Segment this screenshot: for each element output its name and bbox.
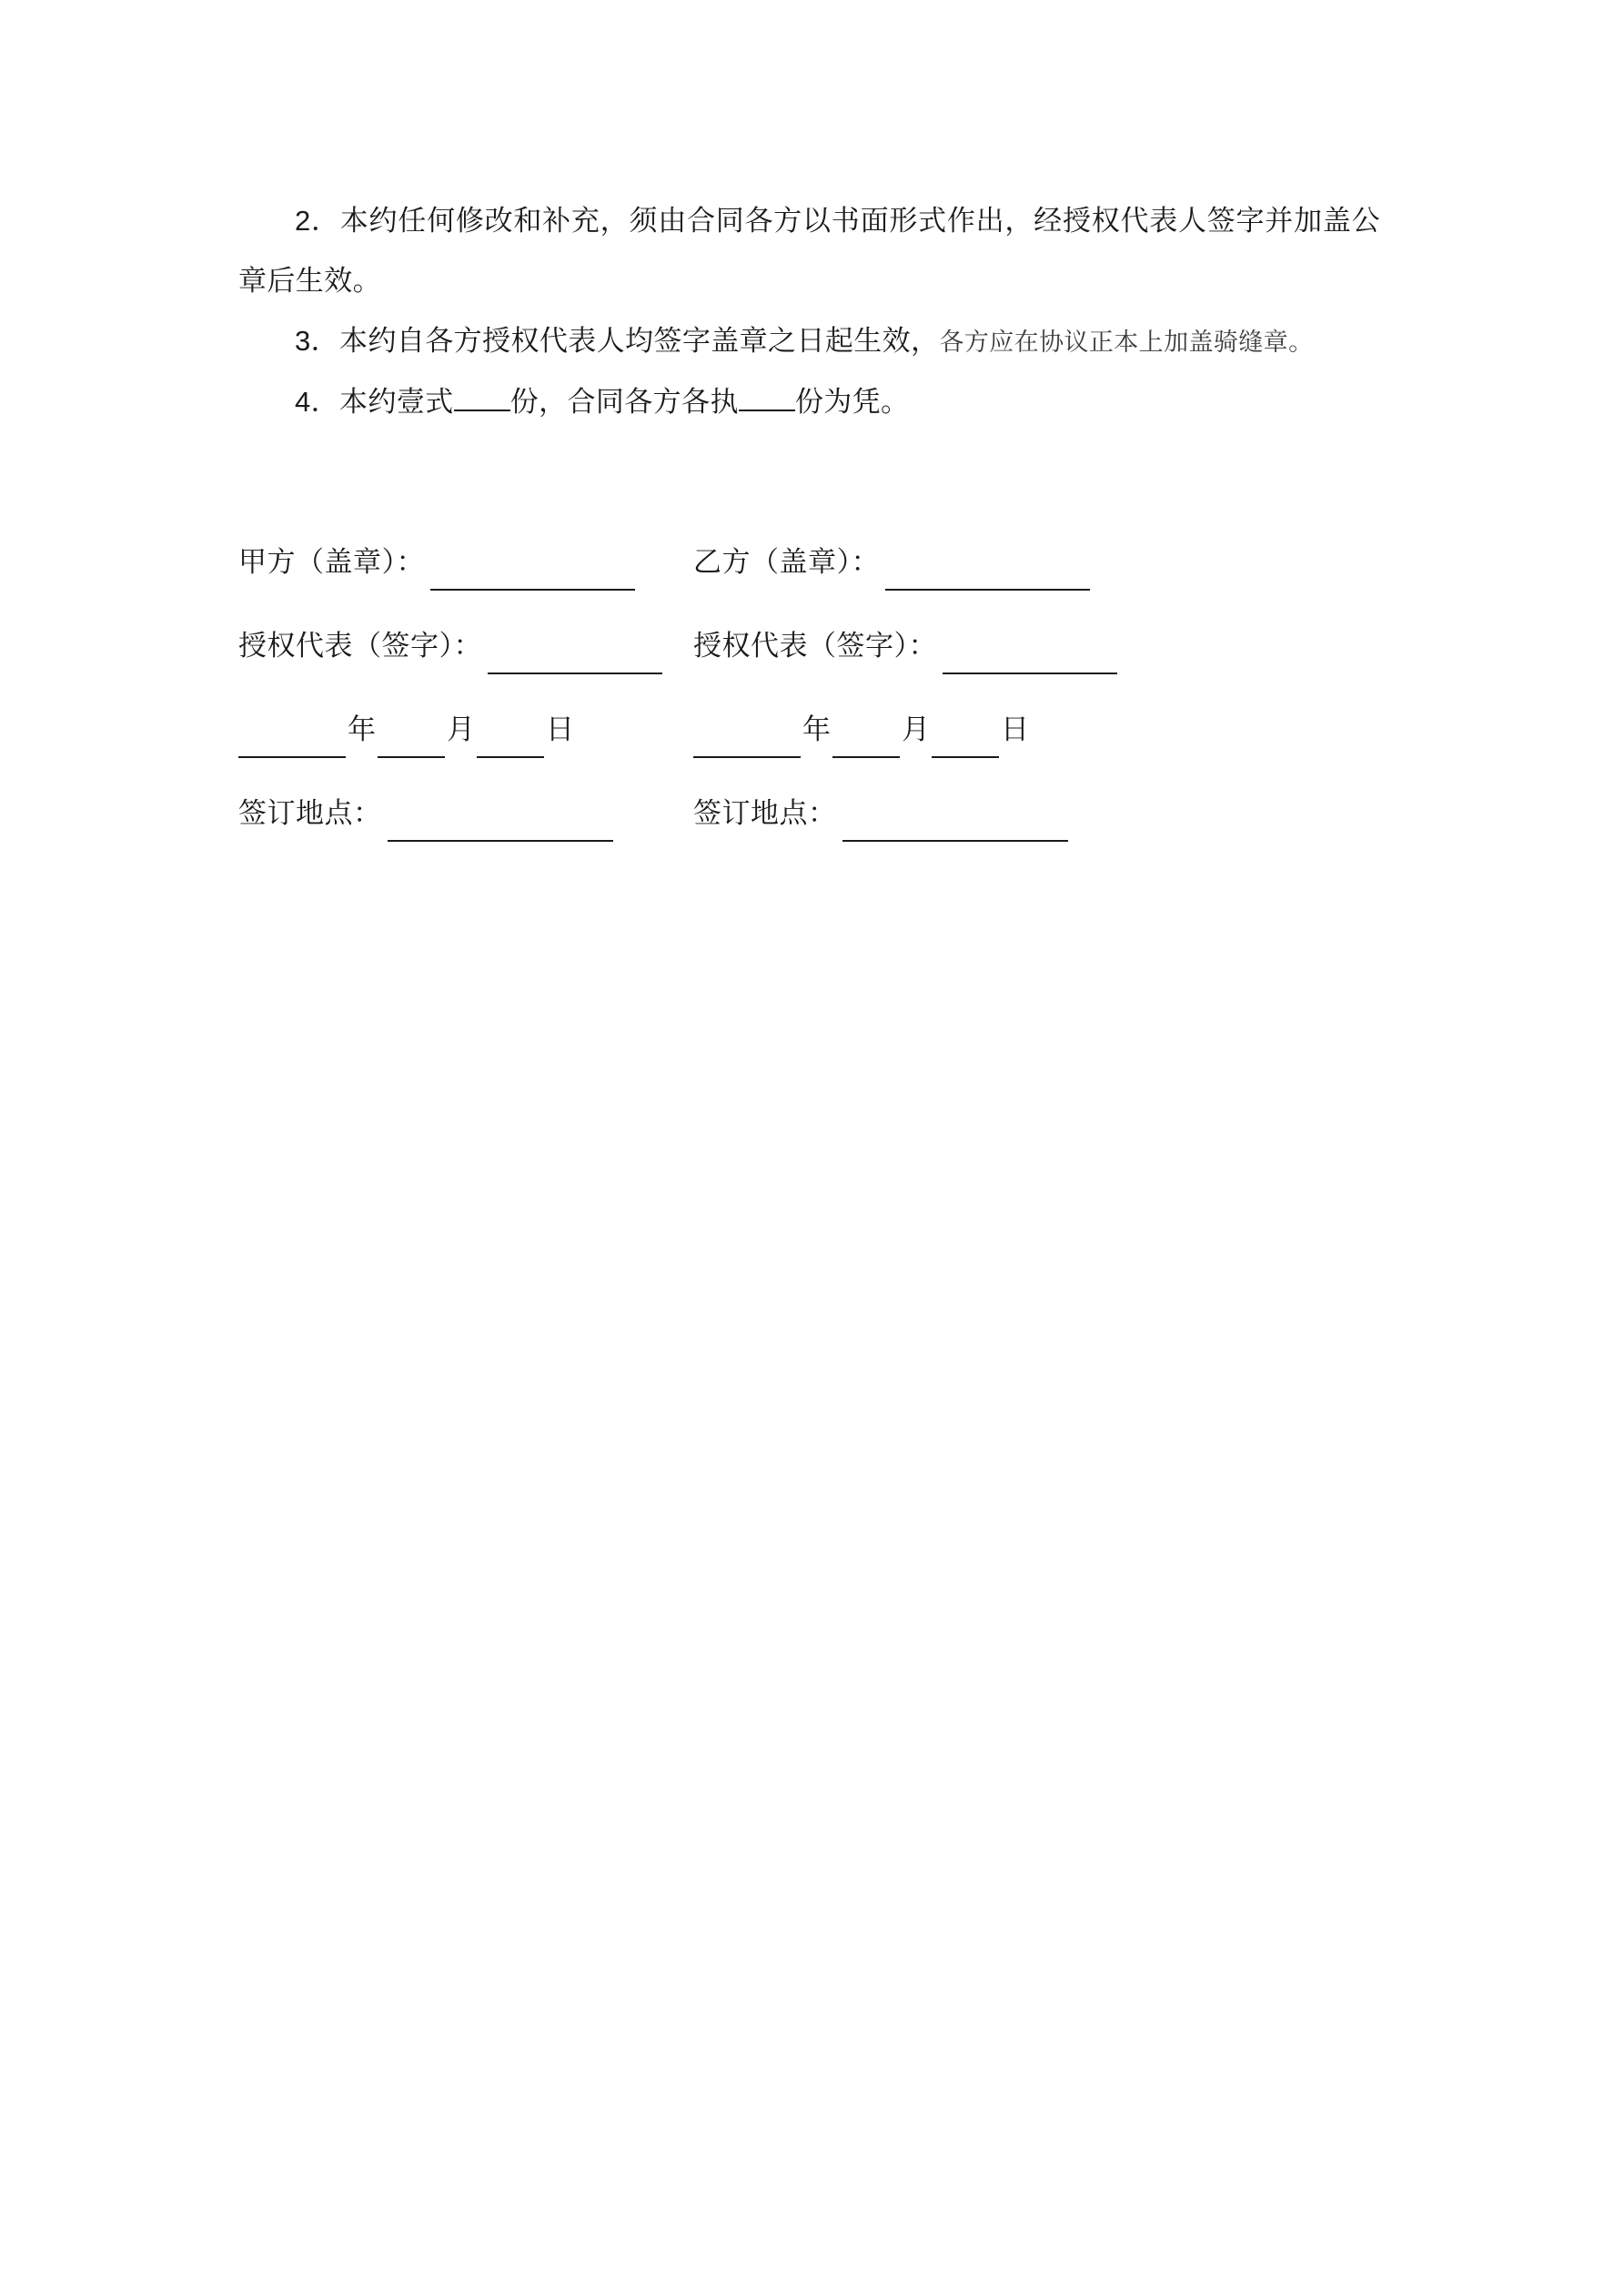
clause-2-text: ．本约任何修改和补充，须由合同各方以书面形式作出，经授权代表人签字并加盖公章后生效。 — [238, 205, 1380, 297]
clause-3-text: ．本约自各方授权代表人均签字盖章之日起生效， — [310, 325, 940, 357]
clause-4-each-copies-blank[interactable] — [739, 410, 795, 411]
clause-4-text-before: ．本约壹式 — [310, 386, 454, 418]
party-a-place-line[interactable] — [388, 813, 613, 842]
party-a-date-day-label: 日 — [546, 713, 574, 745]
party-a-representative — [238, 618, 693, 674]
party-b-date — [693, 702, 1148, 758]
party-a-date-day-blank[interactable] — [477, 729, 544, 758]
party-a-seal-label: 甲方（盖章）： — [238, 546, 425, 578]
party-b-representative-line[interactable] — [943, 645, 1117, 674]
party-b-date-month-blank[interactable] — [832, 729, 900, 758]
party-a-seal — [238, 534, 693, 591]
party-b-date-day-blank[interactable] — [932, 729, 999, 758]
party-a-date-year-label: 年 — [348, 713, 376, 745]
clause-3-trailing-note: 各方应在协议正本上加盖骑缝章。 — [939, 329, 1314, 356]
party-a-representative-label: 授权代表（签字）： — [238, 630, 482, 662]
row-spacer-2 — [238, 674, 1380, 687]
party-b-seal-line[interactable] — [885, 561, 1090, 591]
party-a-date-month-label: 月 — [447, 713, 475, 745]
row-spacer-1 — [238, 591, 1380, 603]
clause-3-number: 3 — [295, 325, 311, 357]
party-a-representative-line[interactable] — [488, 645, 662, 674]
signature-row-place — [238, 771, 1380, 842]
party-b-date-month-label: 月 — [902, 713, 930, 745]
party-a-place-label: 签订地点： — [238, 797, 382, 829]
party-a-seal-line[interactable] — [430, 561, 635, 591]
party-b-representative-label: 授权代表（签字）： — [693, 630, 937, 662]
party-a-date — [238, 702, 693, 758]
party-b-place-label: 签订地点： — [693, 797, 837, 829]
clause-4-text-middle: 份，合同各方各执 — [509, 386, 739, 418]
party-b-date-day-label: 日 — [1001, 713, 1029, 745]
clause-4 — [238, 372, 1380, 432]
signature-row-seal — [238, 520, 1380, 591]
party-b-representative — [693, 618, 1148, 674]
row-spacer-3 — [238, 758, 1380, 771]
party-a-date-year-blank[interactable] — [238, 729, 346, 758]
signature-row-date — [238, 687, 1380, 758]
party-b-place — [693, 785, 1148, 842]
clause-3 — [238, 311, 1380, 372]
clause-4-text-after: 份为凭。 — [794, 386, 910, 418]
party-a-place — [238, 785, 693, 842]
party-b-date-year-label: 年 — [802, 713, 831, 745]
document-content — [238, 191, 1380, 842]
party-b-seal — [693, 534, 1148, 591]
signature-block — [238, 520, 1380, 842]
party-a-date-month-blank[interactable] — [378, 729, 445, 758]
clause-4-number: 4 — [295, 386, 311, 418]
clause-2 — [238, 191, 1380, 311]
clause-2-number: 2 — [295, 205, 311, 237]
clause-4-copies-blank[interactable] — [454, 410, 510, 411]
party-b-date-year-blank[interactable] — [693, 729, 801, 758]
signature-row-rep — [238, 603, 1380, 674]
party-b-place-line[interactable] — [842, 813, 1068, 842]
party-b-seal-label: 乙方（盖章）： — [693, 546, 880, 578]
